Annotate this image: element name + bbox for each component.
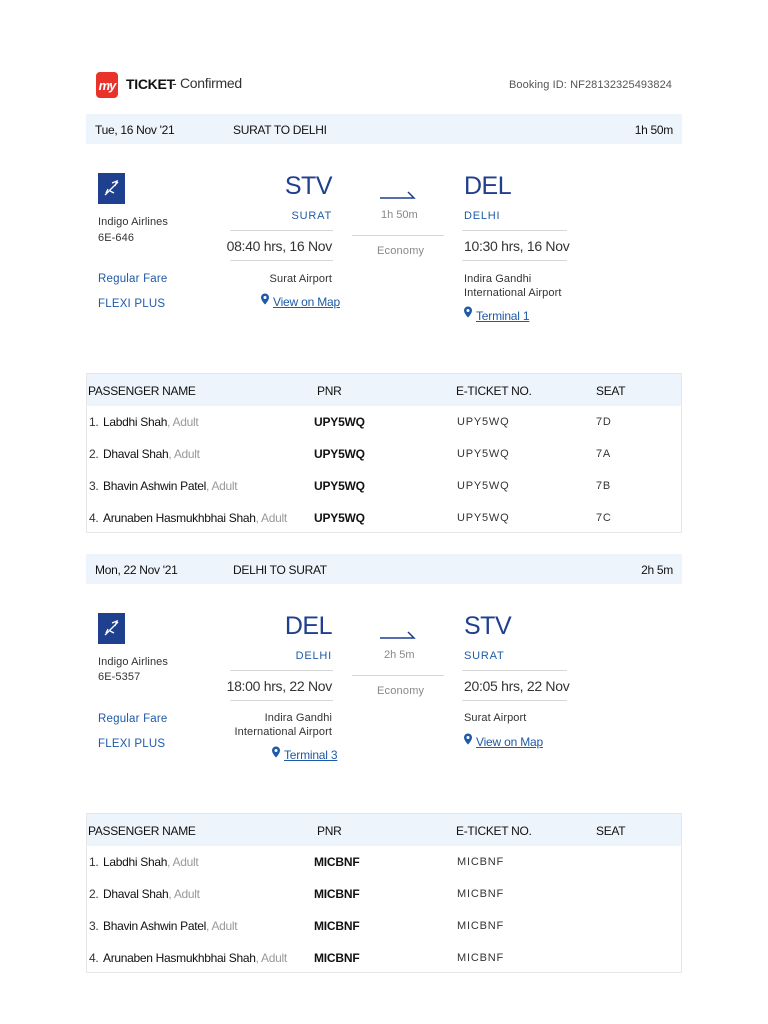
divider xyxy=(230,700,333,701)
flight-number: 6E-5357 xyxy=(98,671,141,683)
destination-city: DELHI xyxy=(464,210,501,222)
origin-airport: International Airport xyxy=(234,726,332,738)
cabin-class: Economy xyxy=(377,685,425,697)
departure-time: 08:40 hrs, 16 Nov xyxy=(226,238,332,254)
divider xyxy=(352,235,444,236)
indigo-airline-logo-icon xyxy=(98,173,125,204)
fare-name: FLEXI PLUS xyxy=(98,298,166,310)
row-number: 4. xyxy=(89,951,99,965)
seat-value: 7B xyxy=(596,480,612,492)
eticket-value: MICBNF xyxy=(457,856,504,868)
divider xyxy=(230,230,333,231)
origin-airport: Indira Gandhi xyxy=(264,712,332,724)
destination-code: DEL xyxy=(464,172,512,200)
location-pin-icon xyxy=(260,293,270,305)
divider xyxy=(462,700,567,701)
segment-duration: 1h 50m xyxy=(634,123,673,137)
passenger-name: Arunaben Hasmukhbhai Shah, Adult xyxy=(103,951,287,965)
passenger-name: Labdhi Shah, Adult xyxy=(103,415,199,429)
table-row xyxy=(87,846,681,878)
table-row xyxy=(87,438,681,470)
arrival-time: 10:30 hrs, 16 Nov xyxy=(464,238,570,254)
column-header-name: PASSENGER NAME xyxy=(88,824,196,838)
column-header-eticket: E-TICKET NO. xyxy=(456,824,532,838)
row-number: 2. xyxy=(89,447,99,461)
divider xyxy=(230,260,333,261)
ticket-title: TICKET xyxy=(126,76,175,92)
table-row xyxy=(87,406,681,438)
flight-duration: 1h 50m xyxy=(381,209,418,221)
segment-date: Mon, 22 Nov '21 xyxy=(95,563,178,577)
pnr-value: MICBNF xyxy=(314,919,360,933)
divider xyxy=(462,230,567,231)
pnr-value: MICBNF xyxy=(314,855,360,869)
destination-city: SURAT xyxy=(464,650,505,662)
passenger-name: Bhavin Ashwin Patel, Adult xyxy=(103,479,238,493)
booking-id: Booking ID: NF28132325493824 xyxy=(508,79,672,91)
divider xyxy=(462,260,567,261)
seat-value: 7C xyxy=(596,512,612,524)
cabin-class: Economy xyxy=(377,245,425,257)
eticket-value: UPY5WQ xyxy=(457,480,510,492)
makemytrip-logo-icon: my xyxy=(96,72,118,98)
column-header-pnr: PNR xyxy=(317,384,342,398)
origin-code: DEL xyxy=(284,612,332,640)
column-header-name: PASSENGER NAME xyxy=(88,384,196,398)
column-header-eticket: E-TICKET NO. xyxy=(456,384,532,398)
passenger-name: Dhaval Shah, Adult xyxy=(103,887,200,901)
flight-number: 6E-646 xyxy=(98,232,135,244)
pnr-value: MICBNF xyxy=(314,887,360,901)
location-pin-icon xyxy=(463,306,473,318)
passenger-table xyxy=(86,813,682,973)
passenger-name: Dhaval Shah, Adult xyxy=(103,447,200,461)
destination-code: STV xyxy=(464,612,512,640)
origin-city: SURAT xyxy=(291,210,332,222)
divider xyxy=(462,670,567,671)
table-row xyxy=(87,502,681,534)
segment-duration: 2h 5m xyxy=(641,563,673,577)
pnr-value: UPY5WQ xyxy=(314,415,365,429)
flight-arrow-icon xyxy=(380,189,416,199)
origin-city: DELHI xyxy=(295,650,332,662)
eticket-value: UPY5WQ xyxy=(457,448,510,460)
location-pin-icon xyxy=(271,746,281,758)
terminal-link[interactable]: Terminal 3 xyxy=(284,748,338,762)
pnr-value: UPY5WQ xyxy=(314,447,365,461)
divider xyxy=(230,670,333,671)
passenger-name: Bhavin Ashwin Patel, Adult xyxy=(103,919,238,933)
arrival-time: 20:05 hrs, 22 Nov xyxy=(464,678,570,694)
divider xyxy=(352,675,444,676)
segment-route: SURAT TO DELHI xyxy=(233,123,327,137)
passenger-table xyxy=(86,373,682,533)
eticket-value: MICBNF xyxy=(457,952,504,964)
row-number: 3. xyxy=(89,919,99,933)
pnr-value: MICBNF xyxy=(314,951,360,965)
airline-name: Indigo Airlines xyxy=(98,216,168,228)
segment-route: DELHI TO SURAT xyxy=(233,563,327,577)
passenger-name: Arunaben Hasmukhbhai Shah, Adult xyxy=(103,511,287,525)
row-number: 1. xyxy=(89,415,99,429)
fare-type: Regular Fare xyxy=(98,713,168,725)
airline-name: Indigo Airlines xyxy=(98,656,168,668)
pnr-value: UPY5WQ xyxy=(314,479,365,493)
pnr-value: UPY5WQ xyxy=(314,511,365,525)
column-header-pnr: PNR xyxy=(317,824,342,838)
eticket-value: UPY5WQ xyxy=(457,416,510,428)
view-on-map-link[interactable]: View on Map xyxy=(476,735,543,749)
ticket-status: - Confirmed xyxy=(172,75,242,91)
table-header xyxy=(87,814,681,846)
destination-airport: Indira Gandhi xyxy=(464,273,532,285)
origin-code: STV xyxy=(284,172,332,200)
origin-airport: Surat Airport xyxy=(269,273,332,285)
table-row xyxy=(87,942,681,974)
passenger-name: Labdhi Shah, Adult xyxy=(103,855,199,869)
fare-name: FLEXI PLUS xyxy=(98,738,166,750)
segment-date: Tue, 16 Nov '21 xyxy=(95,123,175,137)
table-header xyxy=(87,374,681,406)
flight-arrow-icon xyxy=(380,629,416,639)
destination-airport: Surat Airport xyxy=(464,712,527,724)
table-row xyxy=(87,470,681,502)
destination-airport: International Airport xyxy=(464,287,562,299)
seat-value: 7D xyxy=(596,416,612,428)
segment-bar-return xyxy=(86,554,682,584)
eticket-value: MICBNF xyxy=(457,920,504,932)
eticket-value: UPY5WQ xyxy=(457,512,510,524)
departure-time: 18:00 hrs, 22 Nov xyxy=(226,678,332,694)
eticket-value: MICBNF xyxy=(457,888,504,900)
seat-value: 7A xyxy=(596,448,612,460)
table-row xyxy=(87,878,681,910)
column-header-seat: SEAT xyxy=(596,384,626,398)
indigo-airline-logo-icon xyxy=(98,613,125,644)
row-number: 4. xyxy=(89,511,99,525)
view-on-map-link[interactable]: View on Map xyxy=(273,295,340,309)
column-header-seat: SEAT xyxy=(596,824,626,838)
fare-type: Regular Fare xyxy=(98,273,168,285)
table-row xyxy=(87,910,681,942)
flight-duration: 2h 5m xyxy=(384,649,415,661)
row-number: 1. xyxy=(89,855,99,869)
row-number: 2. xyxy=(89,887,99,901)
location-pin-icon xyxy=(463,733,473,745)
row-number: 3. xyxy=(89,479,99,493)
segment-bar-outbound xyxy=(86,114,682,144)
terminal-link[interactable]: Terminal 1 xyxy=(476,309,530,323)
